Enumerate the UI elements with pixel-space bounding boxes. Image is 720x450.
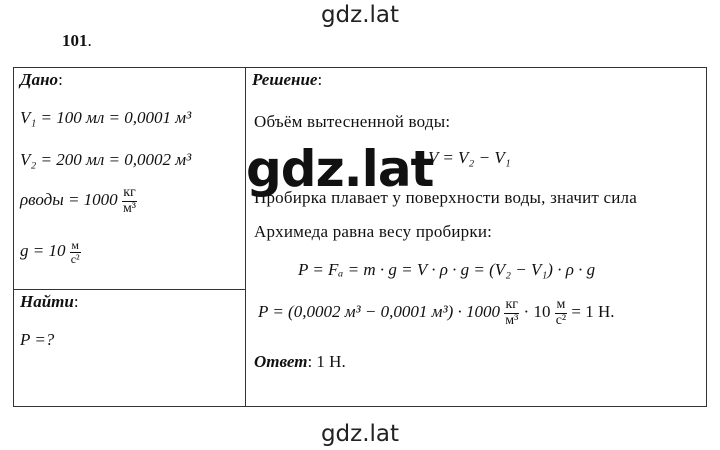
solution-line-6-frac-2-den: с² <box>555 312 567 328</box>
given-density-left: ρводы = 1000 <box>20 190 118 210</box>
solution-line-6-frac-1-den: м³ <box>505 312 519 328</box>
given-g-left: g = 10 <box>20 241 66 260</box>
solution-heading <box>252 70 322 90</box>
given-density-unit-num: кг <box>123 185 136 200</box>
given-heading-colon: : <box>58 70 63 89</box>
given-g-unit-num: м <box>71 238 79 252</box>
given-v1: V₁ = 100 мл = 0,0001 м³ <box>20 108 192 127</box>
problem-number <box>62 31 92 51</box>
given-density-unit-den: м³ <box>122 200 136 216</box>
given-v2: V₂ = 200 мл = 0,0002 м³ <box>20 150 192 169</box>
solution-table <box>13 67 707 407</box>
watermark-top: gdz.lat <box>320 2 400 28</box>
solution-line-6-b: · 10 <box>523 302 551 322</box>
given-g-unit <box>70 239 81 265</box>
find-heading-colon: : <box>73 292 79 311</box>
solution-line-2: V = V₂ − V₁ <box>428 148 511 167</box>
answer-line <box>254 352 346 372</box>
solution-line-6-frac-1-num: кг <box>505 297 519 312</box>
given-cell <box>14 68 246 290</box>
given-heading <box>20 70 63 90</box>
given-density-unit <box>122 186 137 216</box>
given-g <box>20 239 81 265</box>
solution-line-6-a: P = (0,0002 м³ − 0,0001 м³) · 1000 <box>258 302 500 322</box>
watermark-bottom: gdz.lat <box>320 421 400 447</box>
solution-line-3: Пробирка плавает у поверхности воды, значит сила <box>254 188 637 207</box>
given-g-unit-den: с² <box>70 251 80 266</box>
solution-line-5: P = Fₐ = m · g = V · ρ · g = (V₂ − V₁) · ρ · g <box>298 260 596 279</box>
solution-line-6-frac-2-num: м <box>556 297 566 312</box>
find-heading-text: Найти <box>20 292 74 311</box>
solution-line-6-frac-1 <box>504 298 519 328</box>
given-density <box>20 186 137 216</box>
solution-heading-text: Решение <box>252 70 318 89</box>
solution-line-6-frac-2 <box>555 298 567 328</box>
solution-line-6 <box>258 298 615 328</box>
solution-line-1: Объём вытесненной воды: <box>254 112 451 131</box>
problem-number-value: 101 <box>62 31 88 50</box>
given-heading-text: Дано <box>20 70 59 89</box>
solution-line-4: Архимеда равна весу пробирки: <box>254 222 493 241</box>
answer-label: Ответ <box>254 352 308 371</box>
watermark-middle: gdz.lat <box>246 140 434 198</box>
find-cell <box>14 290 246 407</box>
solution-heading-colon: : <box>317 70 323 89</box>
find-value: P =? <box>20 330 55 349</box>
solution-line-6-c: = 1 Н. <box>571 302 615 322</box>
problem-number-dot: . <box>87 31 92 50</box>
solution-cell <box>246 68 707 407</box>
answer-value: : 1 Н. <box>307 352 346 371</box>
find-heading <box>20 292 79 312</box>
